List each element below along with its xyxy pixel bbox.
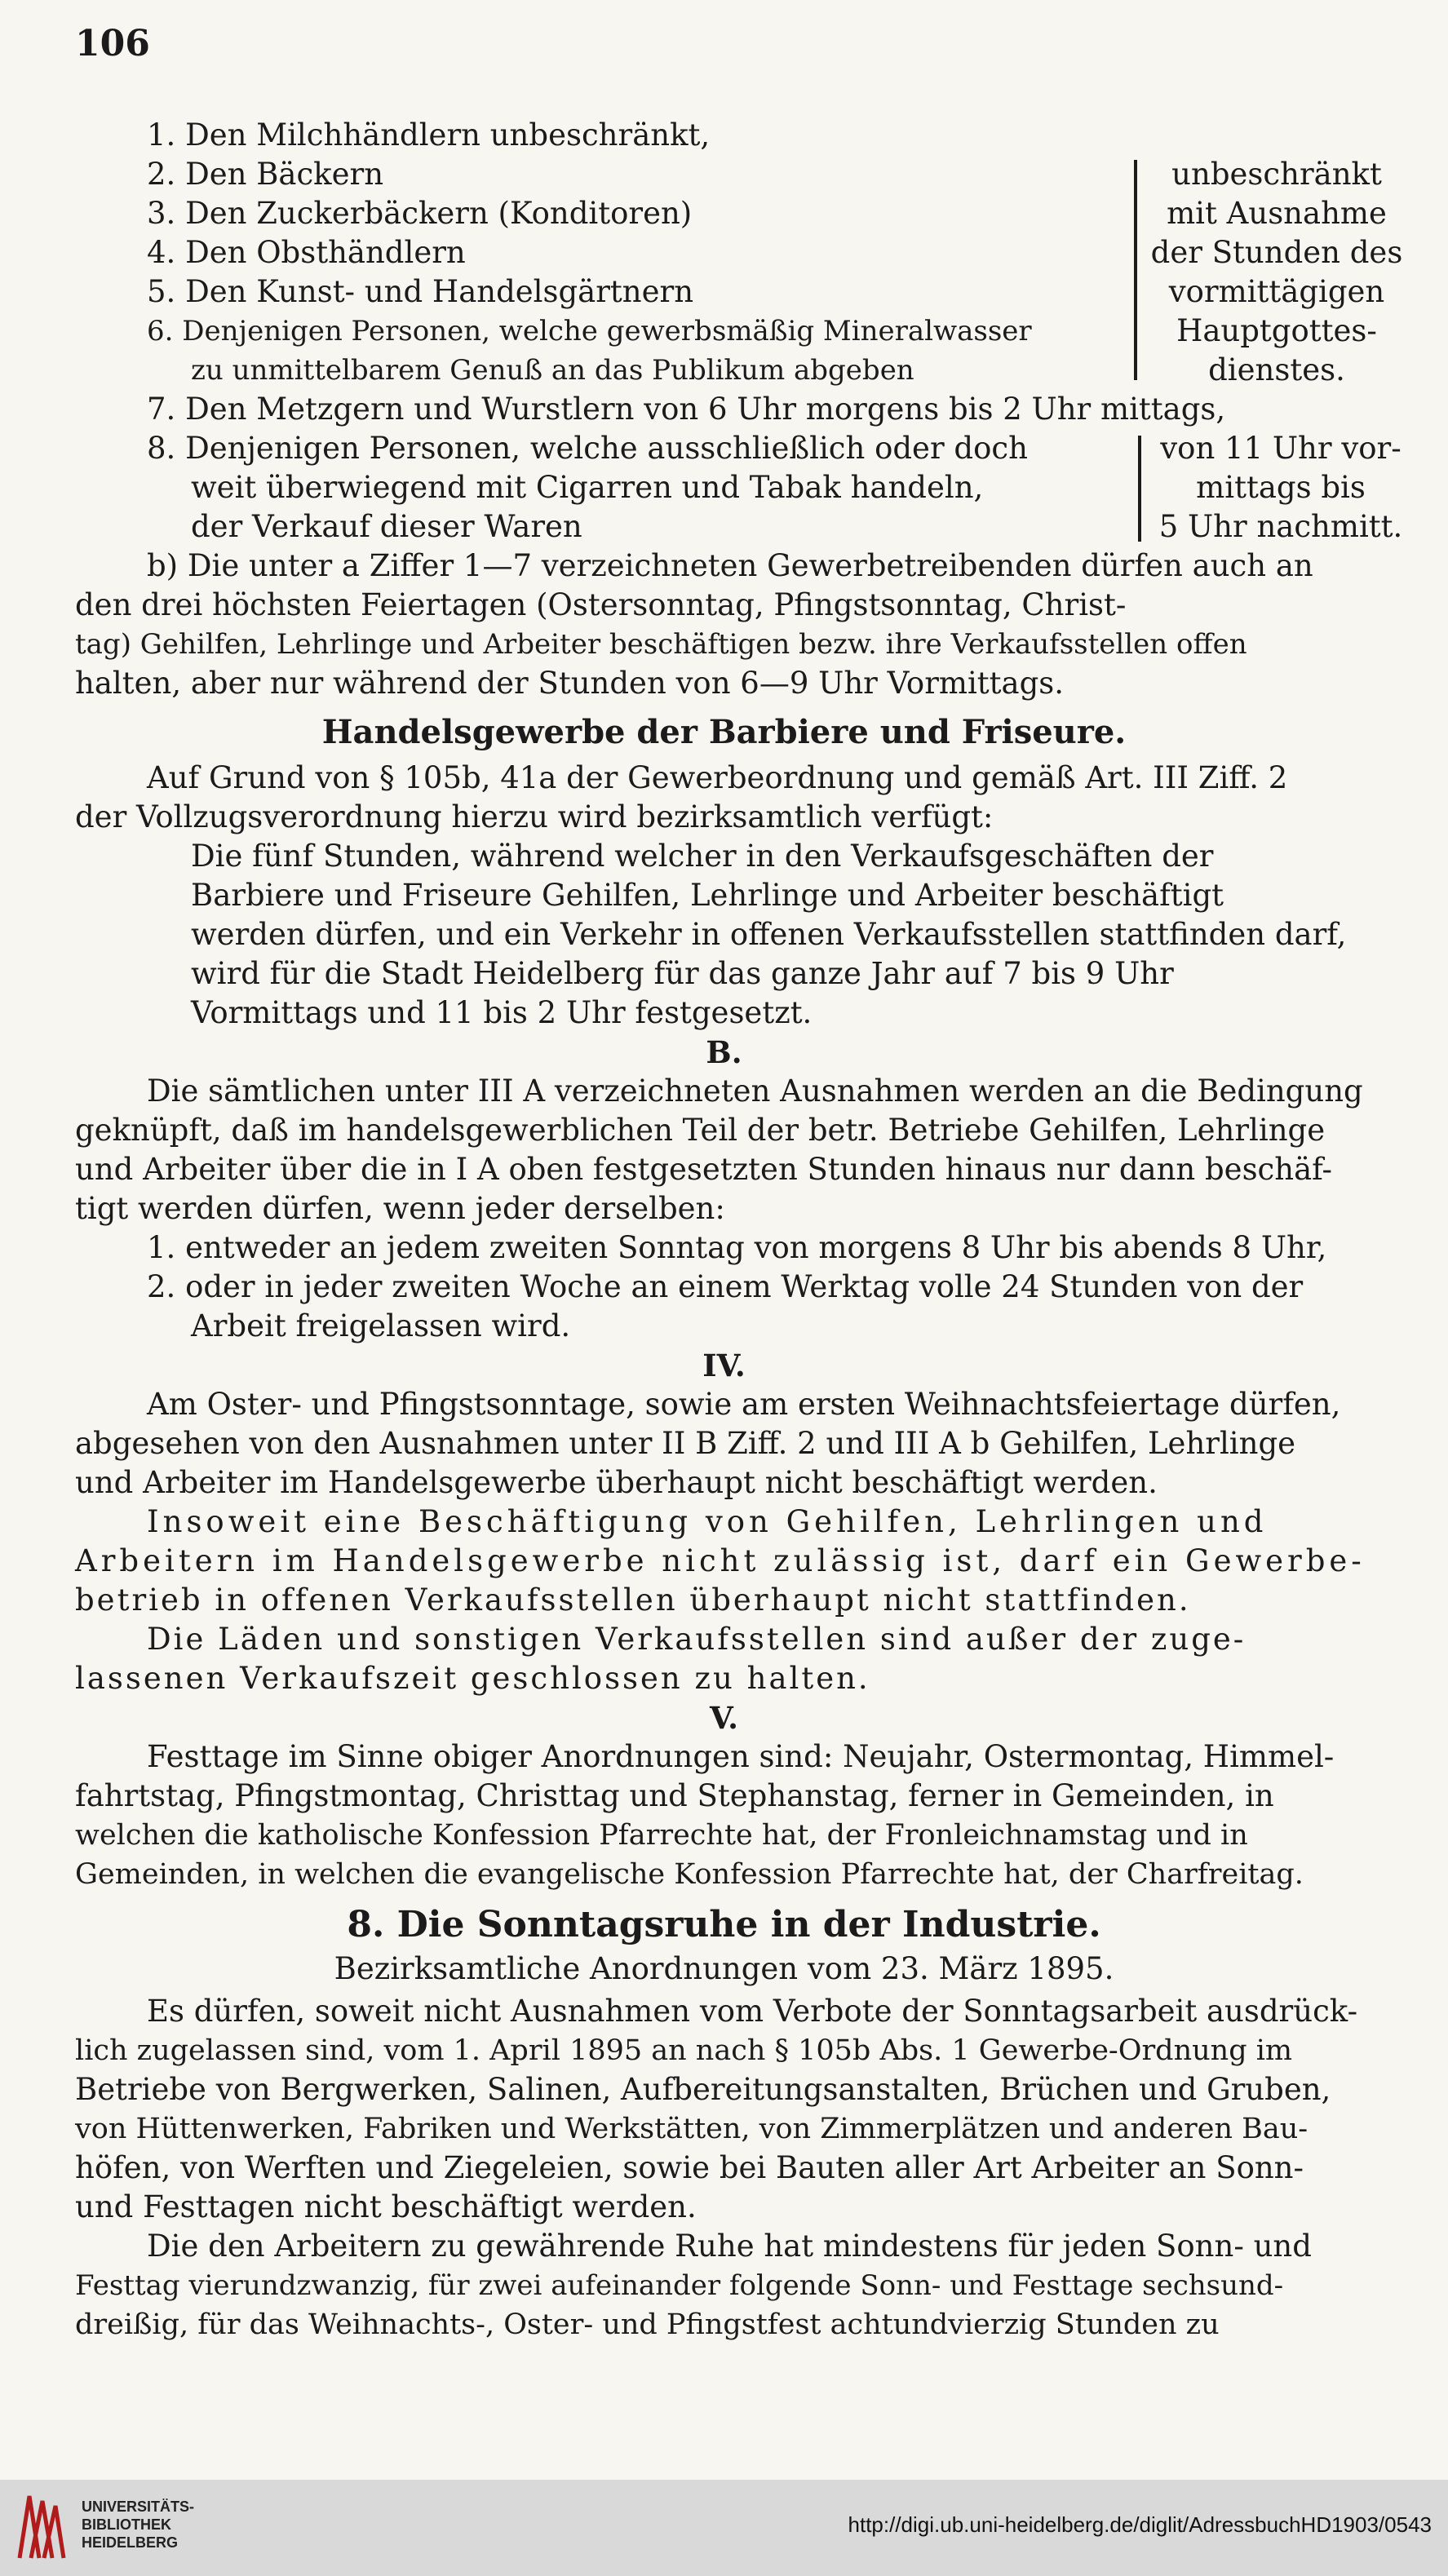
para-iv-1: Am Oster- und Pfingstsonntage, sowie am ersten Weihnachtsfeiertage dürfen, <box>147 1387 1341 1422</box>
para-ind-1: Es dürfen, soweit nicht Ausnahmen vom Verbote der Sonntagsarbeit ausdrück- <box>147 1994 1358 2029</box>
note-hauptgottes: Hauptgottes- <box>1176 313 1377 348</box>
list-item-1: 1. Den Milchhändlern unbeschränkt, <box>147 117 711 153</box>
para-b-sec-2: geknüpft, daß im handelsgewerblichen Teil der betr. Betriebe Gehilfen, Lehrlinge <box>75 1113 1326 1148</box>
heading-barbiere: Handelsgewerbe der Barbiere und Friseure. <box>321 713 1127 751</box>
para-b-line-2: den drei höchsten Feiertagen (Ostersonntag, Pfingstsonntag, Christ- <box>75 587 1127 622</box>
library-name: UNIVERSITÄTS- BIBLIOTHEK HEIDELBERG <box>82 2499 195 2551</box>
note-vormittaegigen: vormittägigen <box>1168 274 1385 309</box>
para-ind-7: Die den Arbeitern zu gewährende Ruhe hat mindestens für jeden Sonn- und <box>147 2229 1312 2264</box>
para-barbiere-1: Auf Grund von § 105b, 41a der Gewerbeordnung und gemäß Art. III Ziff. 2 <box>147 760 1288 795</box>
list-item-2: 2. Den Bäckern <box>147 157 384 192</box>
para-b-sec-1: Die sämtlichen unter III A verzeichneten Ausnahmen werden an die Bedingung <box>147 1073 1363 1109</box>
note-5-uhr: 5 Uhr nachmitt. <box>1158 509 1403 544</box>
note-unbeschraenkt: unbeschränkt <box>1171 157 1382 192</box>
section-iv-label: IV. <box>702 1348 746 1383</box>
note-mittags-bis: mittags bis <box>1196 470 1366 505</box>
para-b-line-3: tag) Gehilfen, Lehrlinge und Arbeiter beschäftigen bezw. ihre Verkaufsstellen offen <box>75 628 1247 661</box>
para-ind-2: lich zugelassen sind, vom 1. April 1895 an nach § 105b Abs. 1 Gewerbe-Ordnung im <box>75 2034 1293 2067</box>
para-barbiere-6: wird für die Stadt Heidelberg für das ganze Jahr auf 7 bis 9 Uhr <box>191 956 1174 991</box>
source-url-link[interactable]: http://digi.ub.uni-heidelberg.de/diglit/AdressbuchHD1903/0543 <box>848 2512 1432 2537</box>
para-iv-2: abgesehen von den Ausnahmen unter II B Ziff. 2 und III A b Gehilfen, Lehrlinge <box>75 1426 1296 1461</box>
brace-right-1 <box>1134 160 1137 380</box>
heading-sonntagsruhe: 8. Die Sonntagsruhe in der Industrie. <box>347 1904 1101 1945</box>
section-v-label: V. <box>709 1700 739 1736</box>
para-ind-3: Betriebe von Bergwerken, Salinen, Aufbereitungsanstalten, Brüchen und Gruben, <box>75 2072 1331 2107</box>
list-item-8: 8. Denjenigen Personen, welche ausschließlich oder doch <box>147 431 1028 466</box>
list-item-6: 6. Denjenigen Personen, welche gewerbsmäßig Mineralwasser <box>147 315 1032 347</box>
para-b-sec-5: 1. entweder an jedem zweiten Sonntag von morgens 8 Uhr bis abends 8 Uhr, <box>147 1230 1327 1265</box>
para-b-sec-7: Arbeit freigelassen wird. <box>191 1308 571 1343</box>
para-b-line-1: b) Die unter a Ziffer 1—7 verzeichneten Gewerbetreibenden dürfen auch an <box>147 548 1313 583</box>
para-b-sec-4: tigt werden dürfen, wenn jeder derselben: <box>75 1191 725 1226</box>
para-ind-4: von Hüttenwerken, Fabriken und Werkstätten, von Zimmerplätzen und anderen Bau- <box>75 2113 1309 2145</box>
note-dienstes: dienstes. <box>1208 352 1345 387</box>
para-barbiere-4: Barbiere und Friseure Gehilfen, Lehrlinge und Arbeiter beschäftigt <box>191 878 1224 913</box>
footer-bar <box>0 2480 1448 2576</box>
para-v-4: Gemeinden, in welchen die evangelische Konfession Pfarrechte hat, der Charfreitag. <box>75 1858 1304 1891</box>
note-von-11: von 11 Uhr vor- <box>1160 431 1402 466</box>
para-barbiere-7: Vormittags und 11 bis 2 Uhr festgesetzt. <box>191 995 813 1030</box>
para-v-3: welchen die katholische Konfession Pfarrechte hat, der Fronleichnamstag und in <box>75 1819 1248 1852</box>
subheading-anordnungen: Bezirksamtliche Anordnungen vom 23. März 1895. <box>334 1951 1114 1986</box>
para-iv-6: betrieb in offenen Verkaufsstellen überhaupt nicht stattfinden. <box>75 1582 1191 1618</box>
list-item-7: 7. Den Metzgern und Wurstlern von 6 Uhr morgens bis 2 Uhr mittags, <box>147 392 1226 427</box>
para-iv-5: Arbeitern im Handelsgewerbe nicht zulässig ist, darf ein Gewerbe- <box>75 1543 1366 1578</box>
note-mit-ausnahme: mit Ausnahme <box>1167 196 1387 231</box>
para-b-line-4: halten, aber nur während der Stunden von 6—9 Uhr Vormittags. <box>75 666 1065 701</box>
list-item-3: 3. Den Zuckerbäckern (Konditoren) <box>147 196 693 231</box>
para-iv-4: Insoweit eine Beschäftigung von Gehilfen, Lehrlingen und <box>147 1504 1268 1539</box>
para-barbiere-3: Die fünf Stunden, während welcher in den Verkaufsgeschäften der <box>191 839 1214 874</box>
para-iv-7: Die Läden und sonstigen Verkaufsstellen sind außer der zuge- <box>147 1622 1247 1657</box>
para-v-1: Festtage im Sinne obiger Anordnungen sind: Neujahr, Ostermontag, Himmel- <box>147 1739 1335 1774</box>
para-b-sec-6: 2. oder in jeder zweiten Woche an einem Werktag volle 24 Stunden von der <box>147 1269 1304 1304</box>
para-iv-3: und Arbeiter im Handelsgewerbe überhaupt nicht beschäftigt werden. <box>75 1465 1158 1500</box>
para-barbiere-2: der Vollzugsverordnung hierzu wird bezirksamtlich verfügt: <box>75 799 994 834</box>
para-v-2: fahrtstag, Pfingstmontag, Christtag und Stephanstag, ferner in Gemeinden, in <box>75 1778 1274 1813</box>
library-logo-icon <box>15 2490 67 2563</box>
note-der-stunden: der Stunden des <box>1150 235 1403 270</box>
section-b-label: B. <box>706 1034 742 1070</box>
list-item-8-cont: weit überwiegend mit Cigarren und Tabak handeln, <box>191 470 984 505</box>
list-item-8-cont2: der Verkauf dieser Waren <box>191 509 582 544</box>
list-item-5: 5. Den Kunst- und Handelsgärtnern <box>147 274 694 309</box>
para-b-sec-3: und Arbeiter über die in I A oben festgesetzten Stunden hinaus nur dann beschäf- <box>75 1152 1333 1187</box>
para-ind-8: Festtag vierundzwanzig, für zwei aufeinander folgende Sonn- und Festtage sechsund- <box>75 2269 1284 2302</box>
para-ind-6: und Festtagen nicht beschäftigt werden. <box>75 2189 697 2224</box>
brace-right-2 <box>1138 436 1141 542</box>
list-item-4: 4. Den Obsthändlern <box>147 235 466 270</box>
para-ind-9: dreißig, für das Weihnachts-, Oster- und Pfingstfest achtundvierzig Stunden zu <box>75 2308 1220 2341</box>
para-iv-8: lassenen Verkaufszeit geschlossen zu halten. <box>75 1661 870 1696</box>
para-ind-5: höfen, von Werften und Ziegeleien, sowie bei Bauten aller Art Arbeiter an Sonn- <box>75 2150 1304 2185</box>
list-item-6-cont: zu unmittelbarem Genuß an das Publikum abgeben <box>191 354 914 387</box>
page-number: 106 <box>75 23 150 64</box>
para-barbiere-5: werden dürfen, und ein Verkehr in offenen Verkaufsstellen stattfinden darf, <box>191 917 1347 952</box>
